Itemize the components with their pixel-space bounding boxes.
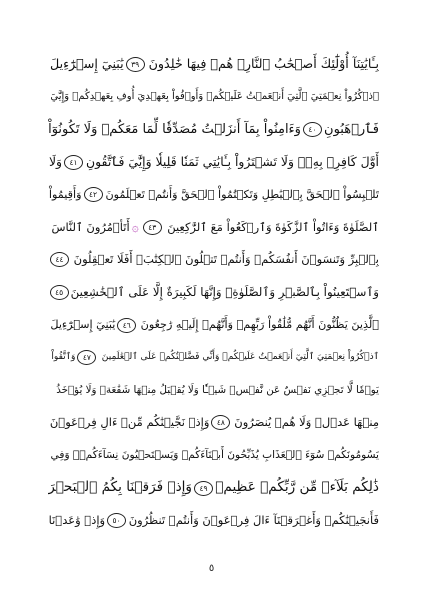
verse-text: يَٰبَنِيٓ إِسۡرَٰٓءِيلَ <box>50 318 116 332</box>
ayah-number-marker: ٤٤ <box>50 252 69 267</box>
ayah-number-marker: ٤٩ <box>194 481 213 496</box>
text-line <box>48 113 379 146</box>
verse-text: وَٱتَّقُواْ <box>51 352 76 363</box>
ayah-number-marker: ٤٧ <box>77 350 96 365</box>
verse-text: ٱلَّذِينَ يَظُنُّونَ أَنَّهُم مُّلَٰقُواْ رَبِّهِمۡ وَأَنَّهُمۡ إِلَيۡهِ رَٰجِعُونَ <box>140 318 379 332</box>
text-line <box>48 374 379 407</box>
verse-text: يَٰبَنِيٓ إِسۡرَٰٓءِيلَ <box>49 55 124 71</box>
text-line <box>48 146 379 179</box>
ayah-number-marker: ٤٣ <box>143 220 162 235</box>
text-line <box>48 244 379 277</box>
rub-el-hizb-icon: ۞ <box>131 220 139 235</box>
verse-text: ٱذۡكُرُواْ نِعۡمَتِيَ ٱلَّتِيٓ أَنۡعَمۡتُ عَلَيۡكُمۡ وَأَنِّي فَضَّلۡتُكُمۡ عَلَى ٱلۡعَٰلَمِينَ <box>101 352 379 363</box>
verse-text: يَوۡمٗا لَّا تَجۡزِي نَفۡسٌ عَن نَّفۡسٖ شَيۡـٔٗا وَلَا يُقۡبَلُ مِنۡهَا شَفَٰعَةٞ وَلَا يُؤۡخَذُ <box>56 384 379 397</box>
verse-text: وَأَقِيمُواْ <box>48 188 82 202</box>
verse-text: وَٱسۡتَعِينُواْ بِٱلصَّبۡرِ وَٱلصَّلَوٰةِۚ وَإِنَّهَا لَكَبِيرَةٌ إِلَّا عَلَى ٱلۡخَٰشِعِينَ <box>70 284 379 299</box>
verse-text: بِٱلۡبِرِّ وَتَنسَوۡنَ أَنفُسَكُمۡ وَأَنتُمۡ تَتۡلُونَ ٱلۡكِتَٰبَۚ أَفَلَا تَعۡقِلُونَ <box>73 252 379 267</box>
ayah-number-marker: ٤٥ <box>50 285 69 300</box>
verse-text: أَوَّلَ كَافِرِۭ بِهِۦۖ وَلَا تَشۡتَرُواْ بِـَٔايَٰتِي ثَمَنٗا قَلِيلٗا وَإِيَّٰيَ فَٱتَّقُونِ <box>86 153 379 169</box>
ayah-number-marker: ٣٩ <box>126 57 145 72</box>
verse-text: وَإِذۡ فَرَقۡنَا بِكُمُ ٱلۡبَحۡرَ <box>48 479 192 496</box>
text-line <box>48 407 379 440</box>
verse-text: وَإِذۡ وَٰعَدۡنَا <box>48 512 106 527</box>
verse-text: ٱذۡكُرُواْ نِعۡمَتِيَ ٱلَّتِيٓ أَنۡعَمۡتُ عَلَيۡكُمۡ وَأَوۡفُواْ بِعَهۡدِيٓ أُوفِ بِعَهۡدِكُمۡ وَإِيَّٰيَ <box>50 90 379 102</box>
verse-text: وَإِذۡ نَجَّيۡنَٰكُم مِّنۡ ءَالِ فِرۡعَوۡنَ <box>49 415 210 430</box>
text-line <box>48 276 379 309</box>
verse-text: أَتَأۡمُرُونَ ٱلنَّاسَ <box>51 219 130 234</box>
verse-text: وَلَا <box>48 153 63 169</box>
ayah-number-marker: ٤٨ <box>211 415 230 430</box>
text-line <box>48 504 379 537</box>
ayah-number-marker: ٤٠ <box>303 122 322 137</box>
text-line <box>48 341 379 374</box>
verse-text: فَأَنجَيۡنَٰكُمۡ وَأَغۡرَقۡنَآ ءَالَ فِرۡعَوۡنَ وَأَنتُمۡ تَنظُرُونَ <box>128 512 379 527</box>
text-line <box>48 439 379 472</box>
text-line <box>48 309 379 342</box>
verse-text: وَءَامِنُواْ بِمَآ أَنزَلۡتُ مُصَدِّقٗا لِّمَا مَعَكُمۡ وَلَا تَكُونُوٓاْ <box>48 121 301 137</box>
page-number: ٥ <box>208 563 215 574</box>
verse-text: ذَٰلِكُم بَلَآءٞ مِّن رَّبِّكُمۡ عَظِيمٞ <box>215 479 379 496</box>
verse-text: مِنۡهَا عَدۡلٞ وَلَا هُمۡ يُنصَرُونَ <box>234 415 379 430</box>
quran-text-block <box>48 48 379 537</box>
text-line <box>48 81 379 114</box>
verse-text: ٱلصَّلَوٰةَ وَءَاتُواْ ٱلزَّكَوٰةَ وَٱرۡكَعُواْ مَعَ ٱلرَّٰكِعِينَ <box>167 219 379 234</box>
ayah-number-marker: ٤٢ <box>84 187 103 202</box>
ayah-number-marker: ٤٦ <box>117 318 136 333</box>
ayah-number-marker: ٥٠ <box>107 513 126 528</box>
verse-text: يَسُومُونَكُمۡ سُوٓءَ ٱلۡعَذَابِ يُذَبِّحُونَ أَبۡنَآءَكُمۡ وَيَسۡتَحۡيُونَ نِسَآءَكُمۡۚ وَفِي <box>50 449 379 462</box>
ayah-number-marker: ٤١ <box>64 155 83 170</box>
text-line <box>48 48 379 81</box>
verse-text: فَٱرۡهَبُونِ <box>324 121 379 137</box>
verse-text: بِـَٔايَٰتِنَآ أُوْلَٰٓئِكَ أَصۡحَٰبُ ٱلنَّارِۖ هُمۡ فِيهَا خَٰلِدُونَ <box>148 55 379 71</box>
verse-text: تَلۡبِسُواْ ٱلۡحَقَّ بِٱلۡبَٰطِلِ وَتَكۡتُمُواْ ٱلۡحَقَّ وَأَنتُمۡ تَعۡلَمُونَ <box>105 188 379 202</box>
text-line <box>48 178 379 211</box>
text-line <box>48 211 379 244</box>
text-line <box>48 472 379 505</box>
